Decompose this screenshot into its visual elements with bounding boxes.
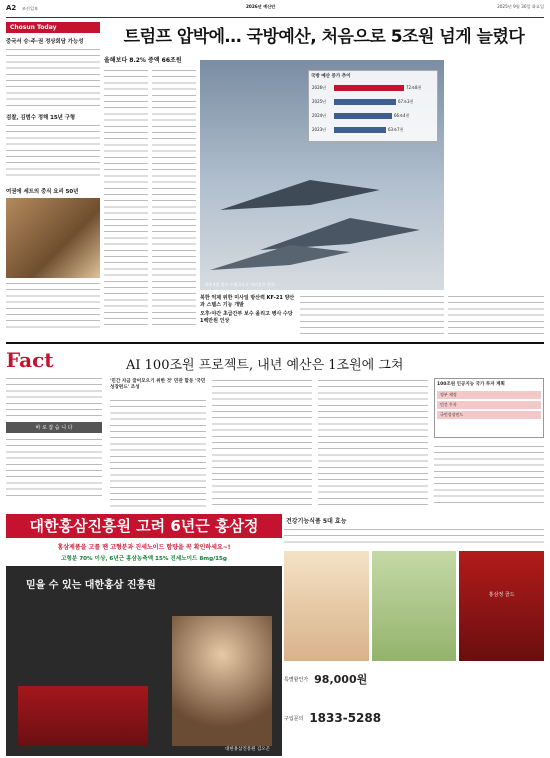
product-photo [284, 551, 369, 661]
bar [334, 113, 392, 119]
issue-date: 2025년 9월 30일 화요일 [497, 4, 544, 9]
subhead-2: 북한 억제 위한 미사일 방산력 KF-21 양산과 스텔스 기능 개발 [200, 295, 295, 308]
masthead [6, 4, 544, 18]
today-item-title: 검찰, 김범수 정해 15년 구형 [6, 115, 76, 121]
bar-label: 2025년 [312, 99, 327, 104]
body-column [318, 378, 428, 508]
body-column [152, 68, 196, 328]
body-column [300, 294, 444, 338]
ginseng-ad [6, 514, 282, 758]
today-item-title: 중국서 승·주·권 정상회담 가능성 [6, 39, 84, 45]
phone-label: 구입문의 [284, 715, 304, 722]
bar-label: 2024년 [312, 113, 327, 118]
fact-intro [6, 376, 102, 416]
today-item-body [6, 281, 100, 331]
ad-quote: 믿을 수 있는 대한홍삼 진흥원 [26, 580, 156, 591]
bar-value: 66조4천 [394, 113, 410, 118]
body-column [434, 444, 544, 508]
ad-photo-panel [6, 566, 282, 756]
bar [334, 127, 386, 133]
body-column [110, 398, 206, 508]
bar-value: 63조7천 [388, 127, 404, 132]
chosun-today-label: Chosun Today [6, 22, 100, 33]
ad2-intro [284, 527, 544, 547]
fact-section [6, 342, 544, 510]
body-column [212, 378, 312, 508]
price: 98,000원 [314, 673, 368, 686]
fact-sidebar [6, 348, 102, 497]
health-product-ad [284, 514, 544, 758]
today-item-body [6, 47, 100, 107]
herb-photo [372, 551, 457, 661]
food-photo [6, 198, 100, 278]
person-photo [172, 616, 272, 746]
bar-value: 72조8천 [406, 85, 422, 90]
section-title: 2026년 예산안 [246, 4, 276, 9]
fact-title: AI 100조원 프로젝트, 내년 예산은 1조원에 그쳐 [126, 358, 404, 373]
price-label: 특별할인가 [284, 676, 309, 683]
today-item-body [6, 123, 100, 181]
investment-box [434, 378, 544, 438]
today-item-title: 여권에 세트의 중식 요리 50년 [6, 189, 79, 195]
subhead: 올해보다 8.2% 증액 66조원 [104, 57, 182, 64]
bar-label: 2026년 [312, 85, 327, 90]
product-name: 홍삼정 골드 [459, 551, 544, 661]
budget-chart [308, 70, 438, 142]
box-title: 100조원 인공지능 국가 투자 계획 [437, 382, 505, 387]
body-column [104, 68, 148, 328]
body-column [448, 294, 544, 338]
bar-label: 2023년 [312, 127, 327, 132]
page-number: A2 [6, 4, 17, 12]
ad-line1: 홍삼제품을 고를 땐 고형분과 진세노이드 함량을 꼭 확인하세요~! [57, 544, 231, 551]
ad-line2: 고형분 70% 이상, 6년근 홍삼농축액 15% 진세노이드 8mg/15g [61, 556, 227, 562]
chart-title: 국방 예산 증가 추이 [311, 74, 351, 79]
subhead-3: 오후·야간 초급간부 보수 올리고 병사 수당 1백만원 인상 [200, 311, 293, 324]
correction-label: 바 로 잡 습 니 다 [6, 422, 102, 433]
ad2-title: 건강기능식품 5대 효능 [286, 518, 347, 525]
fighter-jets-photo [200, 60, 444, 290]
box-row: 민간 투자 [437, 401, 541, 409]
headline: 트럼프 압박에… 국방예산, 처음으로 5조원 넘게 늘렸다 [123, 27, 525, 47]
product-box-photo [18, 686, 148, 746]
ad-banner: 대한홍삼진흥원 고려 6년근 홍삼정 [6, 514, 282, 538]
fact-logo: Fact [6, 348, 54, 372]
bar-value: 67조3천 [398, 99, 414, 104]
fact-sub: '민간 자금 끌어모으기 위한 것' 민관 합동 '국민성장펀드' 조성 [110, 379, 206, 390]
box-row: 국민성장펀드 [437, 411, 541, 419]
person-caption: 대한홍삼진흥원 김오곤 [225, 747, 270, 752]
photo-caption: 세계 4위 방산 수출국으로 자리잡은 한국 [204, 282, 275, 287]
box-row: 정부 재정 [437, 391, 541, 399]
bar [334, 85, 404, 91]
phone-number[interactable]: 1833-5288 [309, 711, 382, 725]
fact-contacts [6, 437, 102, 497]
paper-name: 조선일보 [21, 6, 39, 11]
bar [334, 99, 396, 105]
